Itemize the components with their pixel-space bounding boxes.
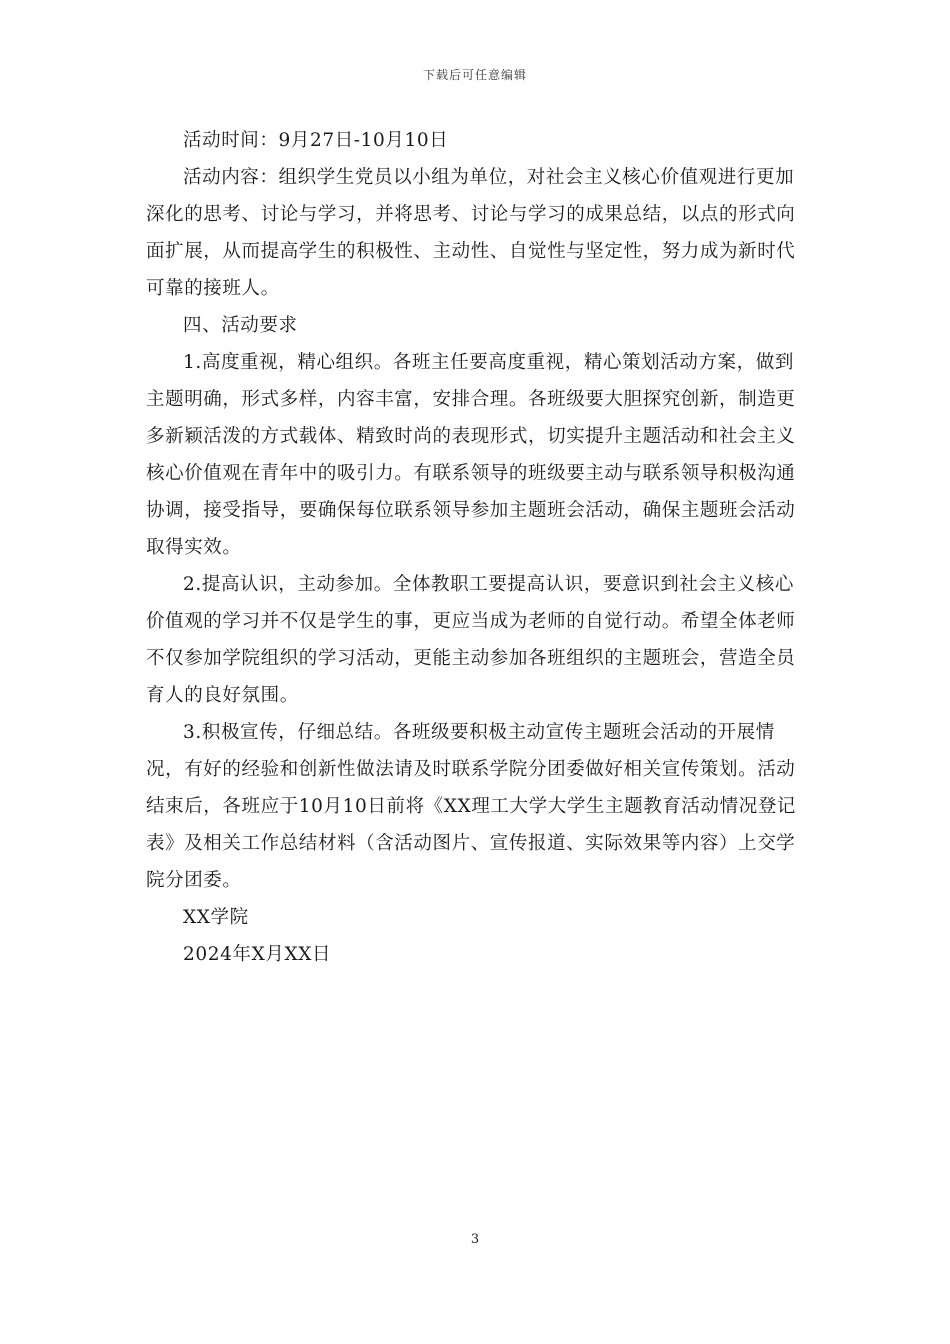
requirement-1: 1.高度重视，精心组织。各班主任要高度重视，精心策划活动方案，做到主题明确，形式多样，内容丰富，安排合理。各班级要大胆探究创新，制造更多新颖活泼的方式载体、精致时尚的表现形式，切实提升主题活动和社会主义核心价值观在青年中的吸引力。有联系领导的班级要主动与联系领导积极沟通协调，接受指导，要确保每位联系领导参加主题班会活动，确保主题班会活动取得实效。 [146,352,796,558]
requirement-3: 3.积极宣传，仔细总结。各班级要积极主动宣传主题班会活动的开展情况，有好的经验和创新性做法请及时联系学院分团委做好相关宣传策划。活动结束后，各班应于10月10日前将《XX理工大学大学生主题教育活动情况登记表》及相关工作总结材料（含活动图片、宣传报道、实际效果等内容）上交学院分团委。 [146,722,797,891]
activity-time: 活动时间：9月27日-10月10日 [183,130,449,151]
page-header: 下载后可任意编辑 [422,68,527,82]
document-body [146,122,810,973]
page-number: 3 [470,1232,480,1247]
signature-org: XX学院 [183,907,249,928]
signature-date: 2024年X月XX日 [183,944,332,965]
activity-content: 活动内容：组织学生党员以小组为单位，对社会主义核心价值观进行更加深化的思考、讨论与学习，并将思考、讨论与学习的成果总结，以点的形式向面扩展，从而提高学生的积极性、主动性、自觉性与坚定性，努力成为新时代可靠的接班人。 [146,167,796,299]
section-heading: 四、活动要求 [183,315,298,336]
requirement-2: 2.提高认识，主动参加。全体教职工要提高认识，要意识到社会主义核心价值观的学习并不仅是学生的事，更应当成为老师的自觉行动。希望全体老师不仅参加学院组织的学习活动，更能主动参加各班组织的主题班会，营造全员育人的良好氛围。 [146,574,796,706]
